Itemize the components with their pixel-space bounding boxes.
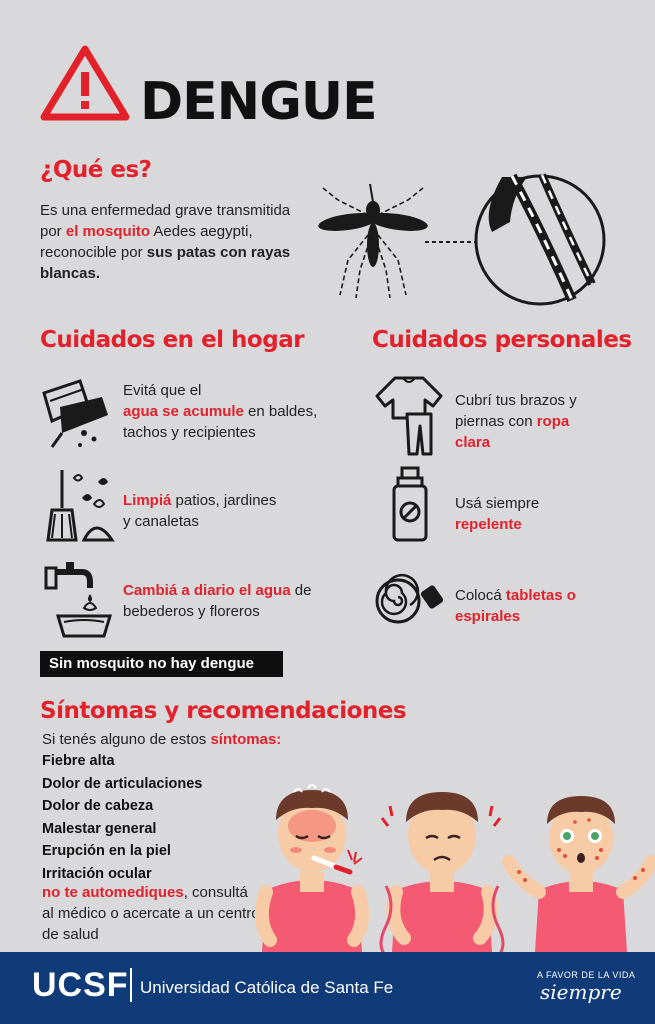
rash-kid-illustration — [505, 790, 655, 952]
highlight: síntomas: — [210, 731, 282, 748]
highlight: tabletas o — [505, 587, 576, 604]
fever-kid-illustration — [252, 780, 372, 952]
hogar-heading: Cuidados en el hogar — [40, 327, 305, 353]
recommendation-text — [42, 882, 260, 945]
highlight: Cambiá a diario el agua — [123, 582, 291, 599]
symptom-item: Fiebre alta — [42, 753, 115, 769]
que-es-heading: ¿Qué es? — [40, 157, 152, 183]
ucsf-logo: UCSF — [32, 966, 129, 1004]
magnifier-leg-icon — [472, 172, 608, 308]
sintomas-intro-text: Si tenés alguno de estos — [42, 731, 211, 748]
personales-item-text: Cubrí tus brazos y — [455, 392, 577, 409]
sintomas-heading: Síntomas y recomendaciones — [40, 698, 407, 724]
hogar-item-text: de — [290, 582, 312, 599]
symptom-item: Irritación ocular — [42, 865, 152, 882]
page-title: DENGUE — [140, 72, 377, 132]
highlight: ropa — [536, 413, 570, 430]
recommendation-line: de salud — [42, 926, 99, 943]
footer-tagline: A FAVOR DE LA VIDA — [537, 970, 636, 980]
highlight: el mosquito — [65, 223, 151, 240]
que-es-line: Es una enfermedad grave transmitida — [40, 202, 291, 219]
coil-icon — [374, 575, 448, 627]
recommendation-line: , consultá — [183, 884, 248, 901]
footer-divider — [130, 968, 132, 1002]
bucket-icon — [40, 375, 112, 450]
symptom-item: Dolor de articulaciones — [42, 775, 203, 792]
que-es-line: Aedes aegypti, — [150, 223, 253, 240]
personales-item-text: piernas con — [455, 413, 537, 430]
highlight: no te automediques — [42, 884, 184, 901]
sintomas-intro — [42, 729, 281, 750]
faucet-icon — [44, 560, 114, 638]
hogar-item-text: y canaletas — [123, 513, 199, 530]
mosquito-icon — [318, 180, 428, 300]
repellent-icon — [390, 466, 430, 542]
recommendation-line: al médico o acercate a un centro — [42, 905, 260, 922]
highlight: repelente — [455, 516, 522, 533]
hogar-item-2 — [123, 490, 276, 532]
hogar-item-text: tachos y recipientes — [123, 424, 256, 441]
hogar-item-text: Evitá que el — [123, 382, 202, 399]
que-es-line: reconocible por — [40, 244, 147, 261]
personales-heading: Cuidados personales — [372, 327, 632, 353]
que-es-text — [40, 200, 340, 284]
hogar-item-3 — [123, 580, 311, 622]
personales-item-3 — [455, 585, 576, 627]
symptom-item: Malestar general — [42, 820, 157, 837]
broom-icon — [44, 468, 116, 542]
personales-item-2 — [455, 493, 539, 535]
que-es-line: blancas. — [40, 265, 101, 282]
symptom-list — [42, 750, 202, 885]
highlight: clara — [455, 434, 491, 451]
hogar-item-text: en baldes, — [243, 403, 318, 420]
symptom-item: Dolor de cabeza — [42, 798, 154, 814]
hogar-item-text: patios, jardines — [171, 492, 277, 509]
highlight: espirales — [455, 608, 521, 625]
warning-icon — [40, 44, 130, 122]
slogan-banner: Sin mosquito no hay dengue — [40, 651, 283, 677]
que-es-line: por — [40, 223, 66, 240]
hogar-item-text: bebederos y floreros — [123, 603, 260, 620]
headache-kid-illustration — [382, 786, 502, 952]
symptom-item: Erupción en la piel — [42, 843, 171, 859]
university-name: Universidad Católica de Santa Fe — [140, 978, 394, 997]
footer-tagline-script: siempre — [540, 980, 622, 1004]
personales-item-text: Usá siempre — [455, 495, 540, 512]
personales-item-text: Colocá — [455, 587, 506, 604]
clothes-icon — [373, 374, 445, 456]
highlight: Limpiá — [123, 492, 172, 509]
highlight: sus patas con rayas — [146, 244, 291, 261]
personales-item-1 — [455, 390, 577, 453]
hogar-item-1 — [123, 380, 317, 443]
highlight: agua se acumule — [123, 403, 244, 420]
